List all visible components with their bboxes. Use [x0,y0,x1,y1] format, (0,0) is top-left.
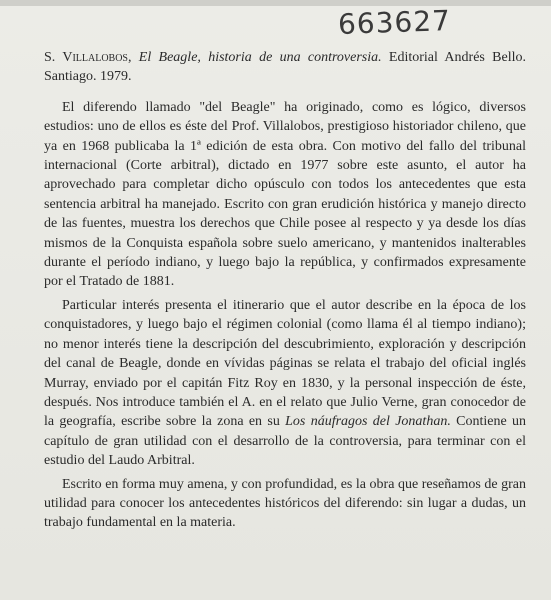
paragraph-3: Escrito en forma muy amena, y con profundidad, es la obra que reseñamos de gran utilidad para conocer los antecedentes históricos del diferendo: sin lugar a dudas, un trabajo fundamental en la materia. [44,476,526,531]
book-citation [44,48,526,87]
paragraph-2-text: Particular interés presenta el itinerario que el autor describe en la época de los conquistadores, y luego bajo el régimen colonial (como llama él al tiempo indiano); no menor interés tiene la descripción del descubrimiento, exploración y descripción del canal de Beagle, donde en vívidas páginas se relata el trabajo del oficial inglés Murray, enviado por el capitán Fitz Roy en 1830, y la personal inspección de éste, después. Nos introduce también el A. en el relato que Julio Verne, gran conocedor de la geografía, escribe sobre la zona en su [44,297,526,430]
citation-title: El Beagle, historia de una controversia. [138,50,382,65]
page-top-edge [0,0,551,6]
citation-publisher: Editorial Andrés Bello. Santiago. 1979. [44,50,526,85]
citation-author: S. Villalobos, [44,50,132,65]
review-text [44,48,526,537]
paragraph-2 [44,296,526,471]
paragraph-1: El diferendo llamado "del Beagle" ha originado, como es lógico, diversos estudios: uno de ellos es éste del Prof. Villalobos, prestigioso historiador chileno, que ya en 1968 publicaba la 1ª edición de esta obra. Con motivo del fallo del tribunal internacional (Corte arbitral), dictado en 1977 sobre este asunto, el autor ha aprovechado para completar dicho opúsculo con todos los antecedentes que esta sentencia arbitral ha manejado. Escrito con gran erudición histórica y manejo directo de las fuentes, muestra los derechos que Chile posee al respecto y ya desde los días mismos de la Conquista española sobre suelo americano, y mantenidos inalterables durante el período indiano, y luego bajo la república, y confirmados expresamente por el Tratado de 1881. [44,99,526,290]
book-title-reference: Los náufragos del Jonathan. [285,414,451,430]
handwritten-catalog-number: 663627 [337,4,452,41]
paragraph-2-text-end: Contiene un capítulo de gran utilidad con el desarrollo de la controversia, para terminar con el estudio del Laudo Arbitral. [44,414,527,469]
